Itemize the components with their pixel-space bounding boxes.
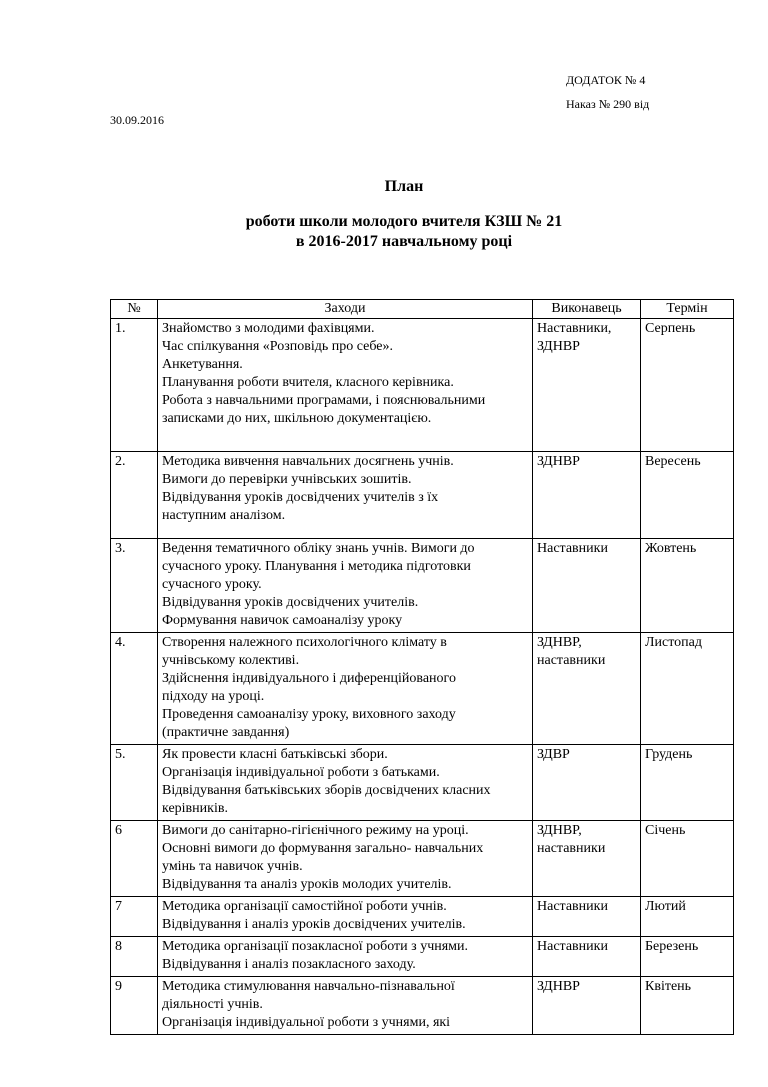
row-term: Березень xyxy=(641,937,734,977)
row-executor xyxy=(533,745,641,821)
row-number: 7 xyxy=(111,897,158,937)
work-plan-table xyxy=(110,299,734,1035)
activity-line: Відвідування та аналіз уроків молодих учителів. xyxy=(162,877,452,892)
row-number: 3. xyxy=(111,539,158,633)
row-term: Жовтень xyxy=(641,539,734,633)
row-activities xyxy=(158,745,533,821)
activity-line: Анкетування. xyxy=(162,357,243,372)
table-row xyxy=(111,319,734,452)
order-reference: Наказ № 290 від xyxy=(566,97,650,111)
activity-line: Основні вимоги до формування загально- навчальних xyxy=(162,841,484,856)
row-term: Серпень xyxy=(641,319,734,452)
document-title: План xyxy=(384,178,424,195)
activity-line: Організація індивідуальної роботи з учнями, які xyxy=(162,1015,451,1030)
row-activities xyxy=(158,452,533,539)
activity-line: Відвідування і аналіз уроків досвідчених учителів. xyxy=(162,917,466,932)
activity-line: підходу на уроці. xyxy=(162,689,265,704)
row-term: Грудень xyxy=(641,745,734,821)
row-number: 1. xyxy=(111,319,158,452)
table-row xyxy=(111,937,734,977)
row-number: 2. xyxy=(111,452,158,539)
row-activities xyxy=(158,821,533,897)
activity-line: (практичне завдання) xyxy=(162,725,290,740)
activity-line: сучасного уроку. xyxy=(162,577,262,592)
activity-line: Відвідування уроків досвідчених учителів. xyxy=(162,595,419,610)
activity-line: Як провести класні батьківські збори. xyxy=(162,747,388,762)
activity-line: учнівському колективі. xyxy=(162,653,300,668)
row-activities xyxy=(158,897,533,937)
column-header-activities: Заходи xyxy=(158,300,533,319)
row-number: 6 xyxy=(111,821,158,897)
activity-line: Ведення тематичного обліку знань учнів. Вимоги до xyxy=(162,541,475,556)
row-term: Лютий xyxy=(641,897,734,937)
activity-line: Планування роботи вчителя, класного керівника. xyxy=(162,375,454,390)
activity-line: умінь та навичок учнів. xyxy=(162,859,303,874)
document-subtitle: роботи школи молодого вчителя КЗШ № 21 xyxy=(245,213,563,230)
table-row xyxy=(111,821,734,897)
row-executor xyxy=(533,633,641,745)
row-activities xyxy=(158,977,533,1035)
executor-line: ЗДНВР xyxy=(537,454,580,469)
executor-line: Наставники xyxy=(537,541,608,556)
row-term: Вересень xyxy=(641,452,734,539)
executor-line: наставники xyxy=(537,841,606,856)
activity-line: сучасного уроку. Планування і методика підготовки xyxy=(162,559,471,574)
row-activities xyxy=(158,539,533,633)
column-header-number: № xyxy=(111,300,158,319)
executor-line: Наставники xyxy=(537,939,608,954)
row-term: Квітень xyxy=(641,977,734,1035)
executor-line: наставники xyxy=(537,653,606,668)
row-executor xyxy=(533,452,641,539)
column-header-term: Термін xyxy=(641,300,734,319)
row-number: 5. xyxy=(111,745,158,821)
activity-line: Час спілкування «Розповідь про себе». xyxy=(162,339,393,354)
row-term: Січень xyxy=(641,821,734,897)
table-row xyxy=(111,633,734,745)
activity-line: Вимоги до санітарно-гігієнічного режиму на уроці. xyxy=(162,823,469,838)
executor-line: ЗДНВР, xyxy=(537,635,582,650)
table-row xyxy=(111,745,734,821)
executor-line: ЗДНВР xyxy=(537,979,580,994)
addendum-label: ДОДАТОК № 4 xyxy=(566,73,646,87)
activity-line: наступним аналізом. xyxy=(162,508,286,523)
row-number: 4. xyxy=(111,633,158,745)
table-header-row xyxy=(111,300,734,319)
table-row xyxy=(111,897,734,937)
activity-line: Робота з навчальними програмами, і пояснювальними xyxy=(162,393,486,408)
executor-line: ЗДВР xyxy=(537,747,570,762)
row-executor xyxy=(533,897,641,937)
activity-line: Проведення самоаналізу уроку, виховного заходу xyxy=(162,707,456,722)
activity-line: Методика організації самостійної роботи учнів. xyxy=(162,899,447,914)
executor-line: ЗДНВР, xyxy=(537,823,582,838)
document-subtitle-year: в 2016-2017 навчальному році xyxy=(295,233,513,250)
row-activities xyxy=(158,937,533,977)
activity-line: Методика вивчення навчальних досягнень учнів. xyxy=(162,454,454,469)
table-body xyxy=(111,319,734,1035)
activity-line: Відвідування уроків досвідчених учителів з їх xyxy=(162,490,439,505)
executor-line: Наставники xyxy=(537,899,608,914)
row-executor xyxy=(533,977,641,1035)
activity-line: Методика організації позакласної роботи з учнями. xyxy=(162,939,469,954)
activity-line: Здійснення індивідуального і диференційованого xyxy=(162,671,456,686)
activity-line: Відвідування і аналіз позакласного заходу. xyxy=(162,957,416,972)
table-row xyxy=(111,977,734,1035)
activity-line: Формування навичок самоаналізу уроку xyxy=(162,613,403,628)
row-activities xyxy=(158,319,533,452)
order-date: 30.09.2016 xyxy=(110,113,164,127)
activity-line: керівників. xyxy=(162,801,228,816)
row-number: 9 xyxy=(111,977,158,1035)
activity-line: Знайомство з молодими фахівцями. xyxy=(162,321,375,336)
table-row xyxy=(111,539,734,633)
activity-line: Методика стимулювання навчально-пізнавальної xyxy=(162,979,455,994)
activity-line: Вимоги до перевірки учнівських зошитів. xyxy=(162,472,412,487)
table-row xyxy=(111,452,734,539)
activity-line: записками до них, шкільною документацією. xyxy=(162,411,432,426)
activity-line: діяльності учнів. xyxy=(162,997,263,1012)
activity-line: Створення належного психологічного клімату в xyxy=(162,635,447,650)
row-term: Листопад xyxy=(641,633,734,745)
executor-line: ЗДНВР xyxy=(537,339,580,354)
row-executor xyxy=(533,821,641,897)
row-executor xyxy=(533,319,641,452)
activity-line: Відвідування батьківських зборів досвідчених класних xyxy=(162,783,491,798)
executor-line: Наставники, xyxy=(537,321,612,336)
row-activities xyxy=(158,633,533,745)
column-header-executor: Виконавець xyxy=(533,300,641,319)
row-executor xyxy=(533,937,641,977)
activity-line: Організація індивідуальної роботи з батьками. xyxy=(162,765,440,780)
row-number: 8 xyxy=(111,937,158,977)
row-executor xyxy=(533,539,641,633)
